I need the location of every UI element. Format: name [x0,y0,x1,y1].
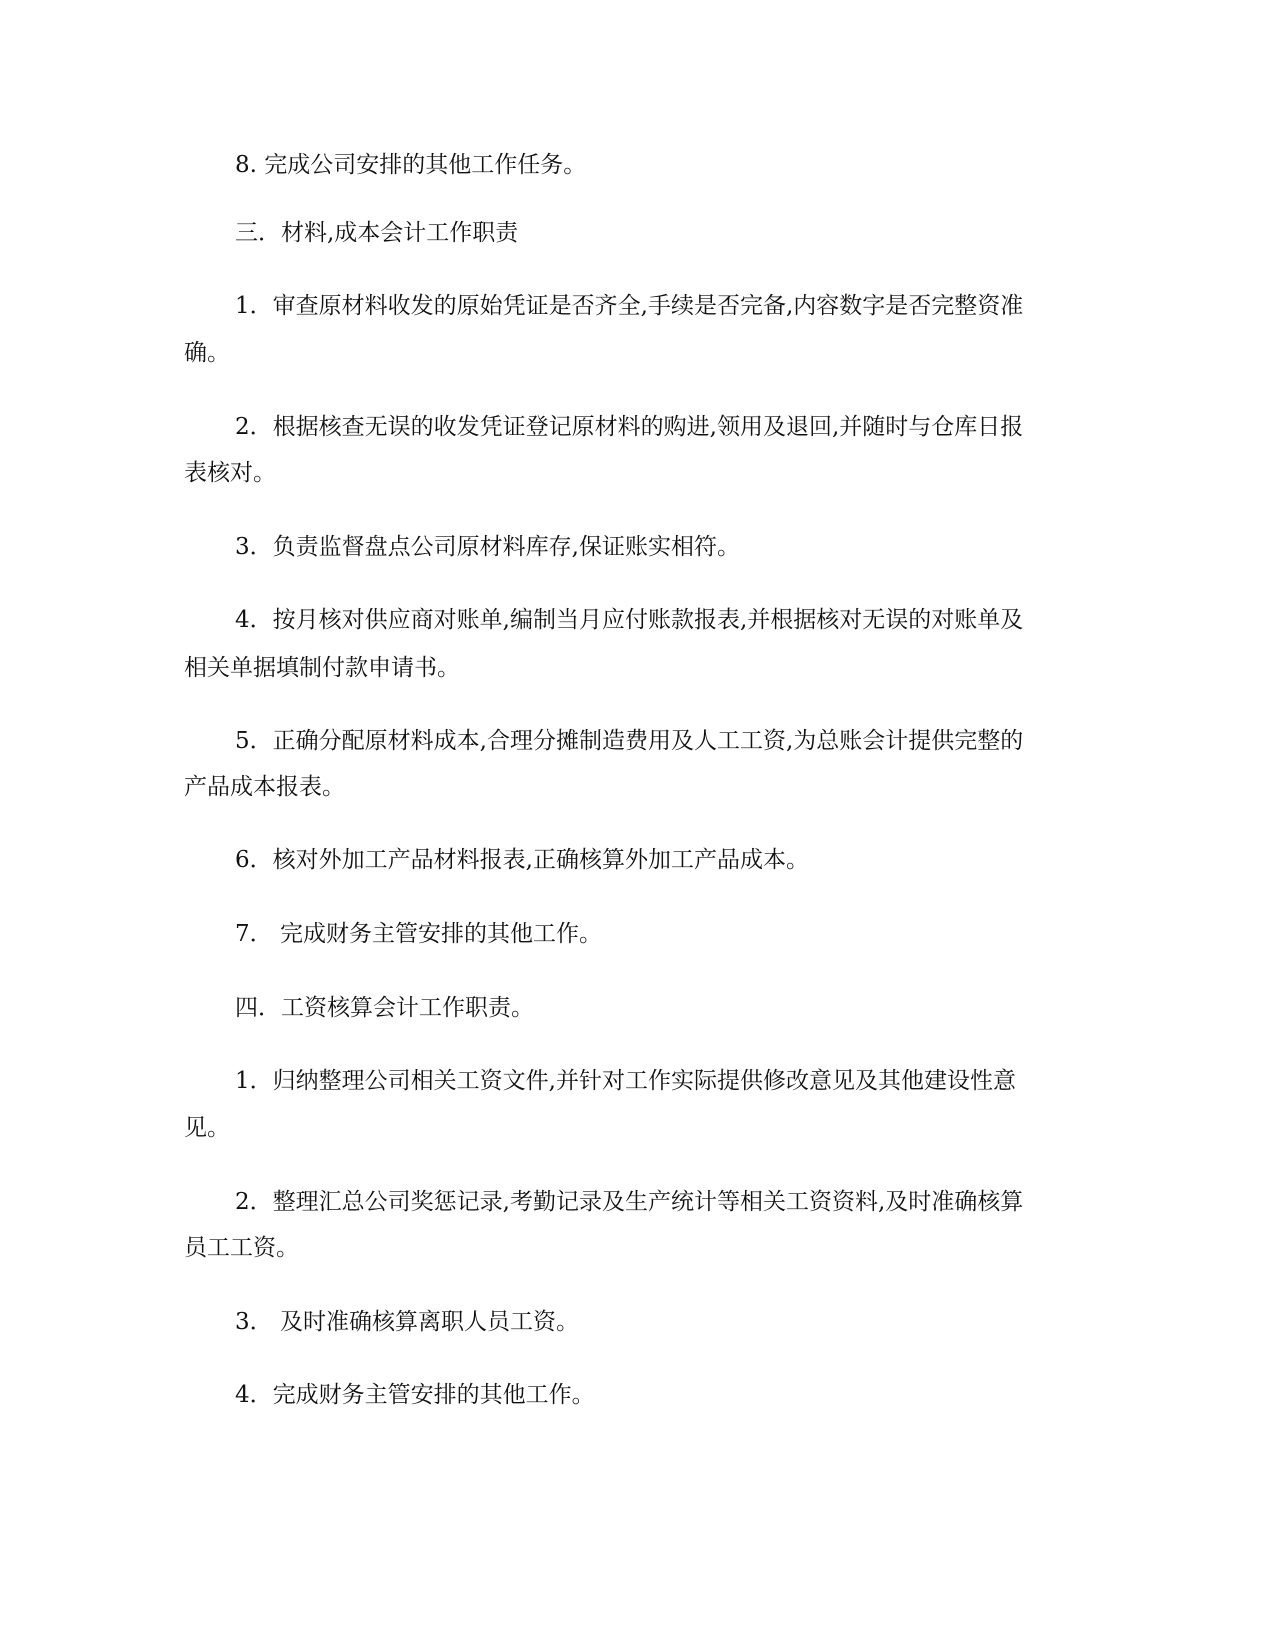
text-line-item-6: 6．核对外加工产品材料报表,正确核算外加工产品成本。 [235,847,809,873]
text-line-payroll-item-1-cont: 见。 [184,1115,230,1141]
text-line-payroll-item-2-cont: 员工工资。 [184,1235,299,1261]
text-line-item-1-cont: 确。 [184,340,230,366]
text-line-item-5-cont: 产品成本报表。 [184,774,345,800]
text-line-item-7: 7． 完成财务主管安排的其他工作。 [235,921,602,947]
text-line-item-4-cont: 相关单据填制付款申请书。 [184,655,460,681]
text-line-item-3: 3．负责监督盘点公司原材料库存,保证账实相符。 [235,534,740,560]
text-line-task-8: 8. 完成公司安排的其他工作任务。 [235,152,587,178]
text-line-payroll-item-1: 1．归纳整理公司相关工资文件,并针对工作实际提供修改意见及其他建设性意 [235,1068,1016,1094]
text-line-item-2: 2．根据核查无误的收发凭证登记原材料的购进,领用及退回,并随时与仓库日报 [235,414,1024,440]
text-line-payroll-item-4: 4．完成财务主管安排的其他工作。 [235,1382,595,1408]
text-line-item-4: 4．按月核对供应商对账单,编制当月应付账款报表,并根据核对无误的对账单及 [235,607,1024,633]
text-line-payroll-item-3: 3． 及时准确核算离职人员工资。 [235,1309,579,1335]
text-line-item-1: 1．审查原材料收发的原始凭证是否齐全,手续是否完备,内容数字是否完整资准 [235,293,1024,319]
text-line-item-5: 5．正确分配原材料成本,合理分摊制造费用及人工工资,为总账会计提供完整的 [235,728,1024,754]
section-heading-material-cost: 三．材料,成本会计工作职责 [235,220,519,246]
text-line-payroll-item-2: 2．整理汇总公司奖惩记录,考勤记录及生产统计等相关工资资料,及时准确核算 [235,1189,1024,1215]
section-heading-payroll: 四．工资核算会计工作职责。 [235,995,534,1021]
text-line-item-2-cont: 表核对。 [184,460,276,486]
